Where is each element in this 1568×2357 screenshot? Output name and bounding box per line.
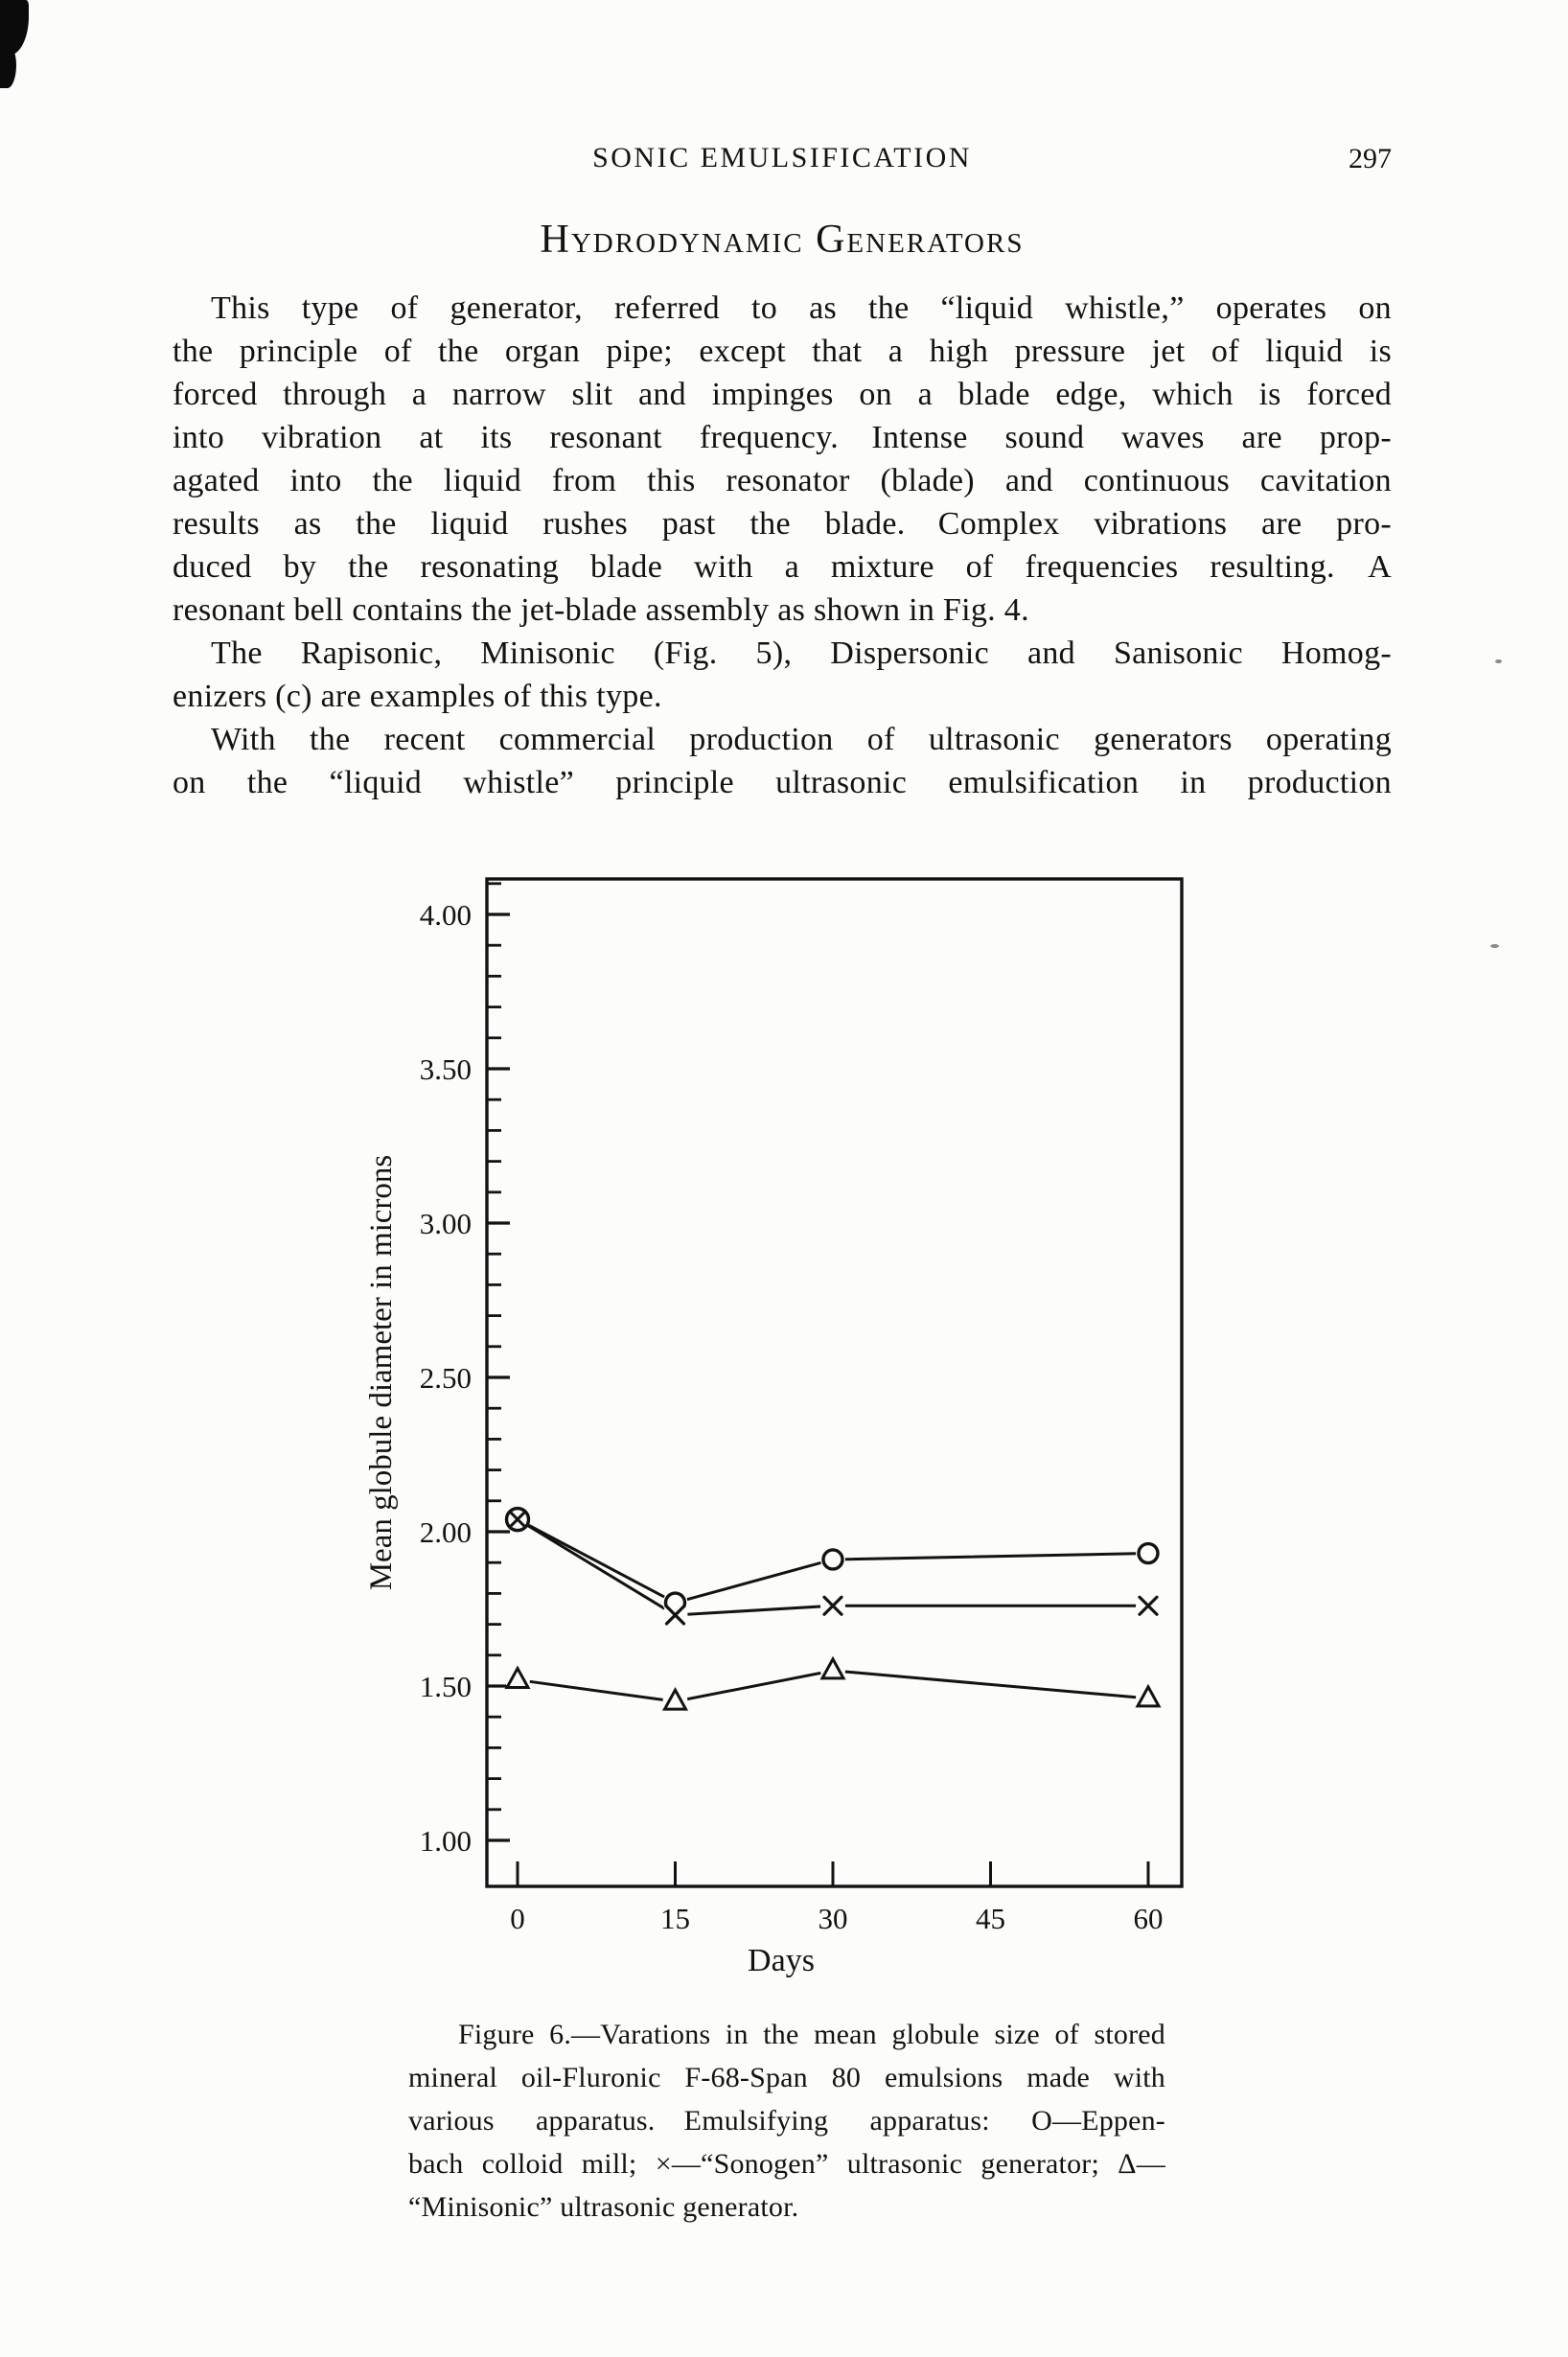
body-line: With the recent commercial production of ultrasonic generators operating [211,722,1392,757]
section-heading: Hydrodynamic Generators [540,218,1025,262]
body-line: forced through a narrow slit and impinges on a blade edge, which is forced [173,377,1392,412]
body-line: The Rapisonic, Minisonic (Fig. 5), Dispersonic and Sanisonic Homog- [211,635,1392,671]
svg-text:1.00: 1.00 [419,1824,472,1858]
svg-text:2.50: 2.50 [419,1361,472,1395]
caption-line: “Minisonic” ultrasonic generator. [408,2191,799,2223]
svg-text:0: 0 [510,1902,525,1935]
body-line: the principle of the organ pipe; except that a high pressure jet of liquid is [173,334,1392,369]
page-header-title: SONIC EMULSIFICATION [592,142,972,173]
body-line: results as the liquid rushes past the blade. Complex vibrations are pro- [173,506,1392,542]
figure-caption [408,2013,1165,2229]
svg-text:Days: Days [748,1943,815,1978]
caption-line: bach colloid mill; ×—“Sonogen” ultrasonic generator; Δ— [408,2148,1165,2180]
page-number: 297 [1349,143,1392,174]
svg-text:30: 30 [818,1902,848,1935]
svg-text:45: 45 [976,1902,1005,1935]
svg-text:60: 60 [1133,1902,1164,1935]
svg-text:3.50: 3.50 [419,1052,472,1086]
svg-text:Mean globule diameter in micro: Mean globule diameter in microns [364,1154,399,1591]
body-line: into vibration at its resonant frequency. Intense sound waves are prop- [173,420,1392,455]
svg-text:2.00: 2.00 [419,1515,472,1549]
svg-text:4.00: 4.00 [419,898,472,932]
body-line: duced by the resonating blade with a mixture of frequencies resulting. A [173,549,1392,585]
caption-line: various apparatus. Emulsifying apparatus: O—Eppen- [408,2105,1165,2137]
svg-text:3.00: 3.00 [419,1207,472,1240]
body-line: on the “liquid whistle” principle ultrasonic emulsification in production [173,765,1392,800]
caption-line: Figure 6.—Varations in the mean globule size of stored [458,2019,1165,2050]
body-line: This type of generator, referred to as the “liquid whistle,” operates on [211,290,1392,326]
body-line: agated into the liquid from this resonator (blade) and continuous cavitation [173,463,1392,498]
caption-line: mineral oil-Fluronic F-68-Span 80 emulsions made with [408,2062,1165,2093]
body-line: resonant bell contains the jet-blade assembly as shown in Fig. 4. [173,592,1029,628]
svg-text:1.50: 1.50 [419,1670,472,1703]
svg-text:15: 15 [660,1902,690,1935]
body-line: enizers (c) are examples of this type. [173,679,662,714]
